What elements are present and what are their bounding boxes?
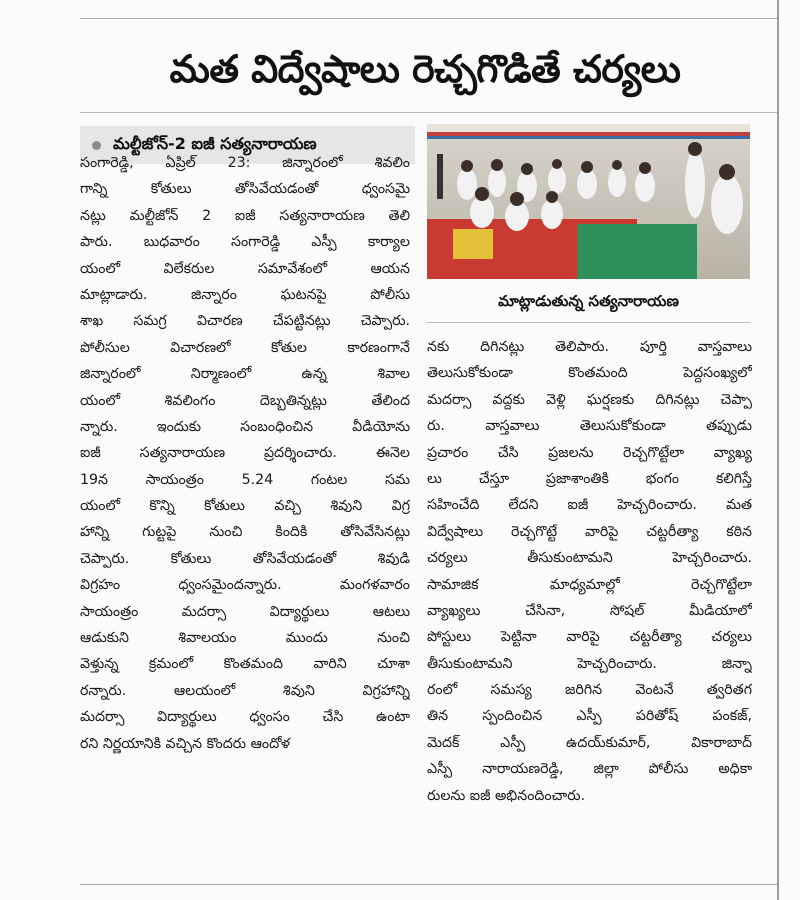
article-headline: మత విద్వేషాలు రెచ్చగొడితే చర్యలు bbox=[169, 47, 681, 91]
text-line: సాయంత్రం మదర్సా విద్యార్థులు ఆటలు bbox=[80, 603, 410, 620]
text-line: యంలో కొన్ని కోతులు వచ్చి శివుని విగ్ర bbox=[80, 498, 410, 515]
text-line: యంలో విలేకరుల సమావేశంలో ఆయన bbox=[80, 260, 410, 277]
text-line: ఆడుకుని శివాలయం ముందు నుంచి bbox=[80, 630, 410, 647]
text-line: సామాజిక మాధ్యమాల్లో రెచ్చగొట్టేలా bbox=[427, 576, 752, 593]
text-line: విద్వేషాలు రెచ్చగొట్టే వారిపై చట్టరీత్యా కఠిన bbox=[427, 523, 752, 540]
text-line: పోస్టులు పెట్టినా వారిపై చట్టరీత్యా చర్యలు bbox=[427, 629, 752, 646]
photo-block bbox=[427, 124, 750, 328]
text-line: సహించేది లేదని ఐజీ హెచ్చరించారు. మత bbox=[427, 497, 752, 514]
column-rule bbox=[777, 0, 779, 900]
text-line: పారు. బుధవారం సంగారెడ్డి ఎస్పీ కార్యాల bbox=[80, 234, 410, 251]
text-line: ఎస్పీ నారాయణరెడ్డి, జిల్లా పోలీసు అధికా bbox=[427, 761, 752, 778]
text-line: యంలో శివలింగం దెబ్బతిన్నట్లు తేలింద bbox=[80, 392, 410, 409]
text-line: ఐజీ సత్యనారాయణ ప్రదర్శించారు. ఈనెల bbox=[80, 445, 410, 462]
text-line: న్నారు. ఇందుకు సంబంధించిన వీడియోను bbox=[80, 418, 410, 435]
text-line: రులను ఐజీ అభినందించారు. bbox=[427, 787, 586, 804]
text-line: తీసుకుంటామని హెచ్చరించారు. జిన్నా bbox=[427, 655, 752, 672]
text-line: మెదక్ ఎస్పీ ఉదయ్‌కుమార్, వికారాబాద్ bbox=[427, 734, 752, 751]
text-line: హాన్ని గుట్టపై నుంచి కిందికి తోసివేసినట్లు bbox=[80, 524, 410, 541]
meeting-photo-illustration bbox=[427, 124, 750, 279]
text-line: 19న సాయంత్రం 5.24 గంటల సమ bbox=[80, 471, 410, 488]
top-divider bbox=[80, 18, 777, 19]
bullet-icon bbox=[92, 141, 101, 150]
text-line: రని నిర్ణయానికి వచ్చిన కొందరు ఆందోళ bbox=[80, 735, 291, 752]
text-line: పోలీసుల విచారణలో కోతుల కారణంగానే bbox=[80, 339, 410, 356]
text-line: లు చేస్తూ ప్రజాశాంతికి భంగం కలిగిస్తే bbox=[427, 470, 752, 487]
text-line: వ్యాఖ్యలు చేసినా, సోషల్ మీడియాలో bbox=[427, 602, 752, 619]
text-line: రు. వాస్తవాలు తెలుసుకోకుండా తప్పుడు bbox=[427, 418, 752, 435]
text-line: తిన స్పందించిన ఎస్పీ పరితోష్ పంకజ్, bbox=[427, 708, 752, 725]
text-line: చెప్పారు. కోతులు తోసివేయడంతో శివుడి bbox=[80, 550, 410, 567]
text-line: సంగారెడ్డి, ఏప్రిల్ 23: జిన్నారంలో శివలిం bbox=[80, 155, 410, 171]
subheadline: మల్టీజోన్-2 ఐజీ సత్యనారాయణ bbox=[113, 133, 317, 153]
text-line: ప్రచారం చేసి ప్రజలను రెచ్చగొట్టేలా వ్యాఖ్య bbox=[427, 444, 752, 461]
text-line: చర్యలు తీసుకుంటామని హెచ్చరించారు. bbox=[427, 550, 752, 567]
caption-divider bbox=[427, 322, 750, 323]
bottom-divider bbox=[80, 884, 777, 885]
text-line: నట్లు మల్టీజోన్ 2 ఐజీ సత్యనారాయణ తెలి bbox=[80, 207, 410, 224]
text-line: జిన్నారంలో నిర్మాణంలో ఉన్న శివాల bbox=[80, 366, 410, 383]
text-line: రన్నారు. ఆలయంలో శివుని విగ్రహాన్ని bbox=[80, 682, 410, 699]
text-line: మదర్సా విద్యార్థులు ధ్వంసం చేసి ఉంటా bbox=[80, 709, 410, 726]
text-line: తెలుసుకోకుండా కొంతమంది పెద్దసంఖ్యలో bbox=[427, 365, 752, 382]
text-line: శాఖ సమగ్ర విచారణ చేపట్టినట్లు చెప్పారు. bbox=[80, 313, 410, 330]
event-photo bbox=[427, 124, 750, 279]
text-line: గాన్ని కోతులు తోసివేయడంతో ధ్వంసమై bbox=[80, 181, 410, 198]
text-line: మదర్సా వద్దకు వెళ్లి ఘర్షణకు దిగినట్లు చెప్పా bbox=[427, 391, 752, 408]
headline-divider bbox=[80, 112, 777, 113]
text-line: విగ్రహం ధ్వంసమైందన్నారు. మంగళవారం bbox=[80, 577, 410, 594]
right-text-column bbox=[427, 334, 752, 809]
photo-caption: మాట్లాడుతున్న సత్యనారాయణ bbox=[498, 292, 679, 310]
left-text-column bbox=[80, 150, 410, 757]
text-line: వెళ్తున్న క్రమంలో కొంతమంది వారిని చూశా bbox=[80, 656, 410, 673]
text-line: రంలో సమస్య జరిగిన వెంటనే త్వరితగ bbox=[427, 682, 752, 699]
text-line: నకు దిగినట్లు తెలిపారు. పూర్తి వాస్తవాలు bbox=[427, 339, 752, 355]
text-line: మాట్లాడారు. జిన్నారం ఘటనపై పోలీసు bbox=[80, 286, 410, 303]
